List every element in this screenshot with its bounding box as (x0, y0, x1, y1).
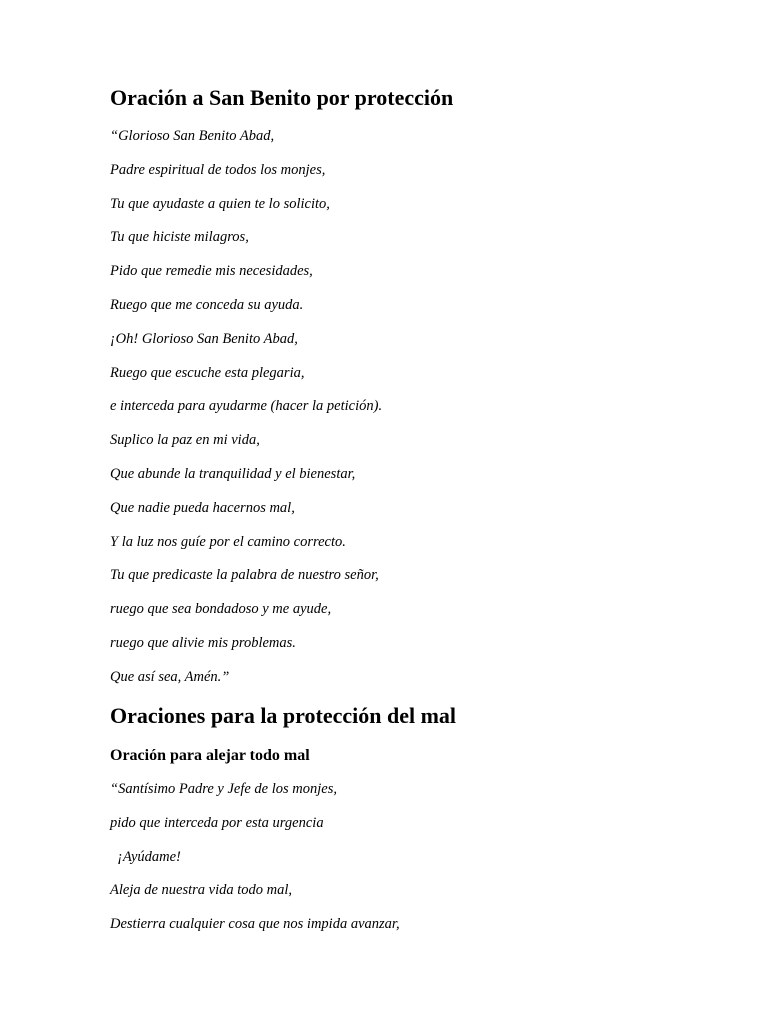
section-title-san-benito: Oración a San Benito por protección (110, 85, 454, 110)
prayer-line: Que abunde la tranquilidad y el bienestar, (110, 465, 356, 482)
prayer-line: Destierra cualquier cosa que nos impida avanzar, (110, 916, 400, 933)
prayer-line: Aleja de nuestra vida todo mal, (110, 882, 293, 899)
prayer-line: Suplico la paz en mi vida, (110, 432, 260, 449)
prayer-line: ruego que sea bondadoso y me ayude, (110, 601, 332, 618)
section-title-proteccion-mal: Oraciones para la protección del mal (110, 703, 457, 728)
prayer-line: pido que interceda por esta urgencia (110, 814, 324, 831)
prayer-line: “Santísimo Padre y Jefe de los monjes, (110, 781, 337, 797)
prayer-line: Ruego que me conceda su ayuda. (110, 296, 304, 313)
prayer-line: Tu que hiciste milagros, (110, 229, 249, 246)
prayer-line: ruego que alivie mis problemas. (110, 634, 296, 651)
subsection-title-alejar-mal: Oración para alejar todo mal (110, 747, 310, 764)
prayer-line: Pido que remedie mis necesidades, (110, 263, 313, 280)
prayer-line: Que así sea, Amén.” (110, 668, 230, 685)
prayer-line: ¡Oh! Glorioso San Benito Abad, (110, 330, 298, 347)
prayer-line: ¡Ayúdame! (110, 848, 181, 865)
prayer-line: Que nadie pueda hacernos mal, (110, 499, 295, 516)
prayer-line: “Glorioso San Benito Abad, (110, 128, 275, 144)
prayer-alejar-mal (110, 780, 400, 949)
prayer-line: Tu que ayudaste a quien te lo solicito, (110, 195, 330, 212)
prayer-line: Y la luz nos guíe por el camino correcto. (110, 533, 346, 550)
prayer-line: Ruego que escuche esta plegaria, (110, 364, 305, 381)
prayer-line: Padre espiritual de todos los monjes, (110, 161, 326, 178)
prayer-line: Tu que predicaste la palabra de nuestro señor, (110, 567, 379, 584)
prayer-line: e interceda para ayudarme (hacer la petición). (110, 398, 383, 415)
prayer-san-benito (110, 127, 382, 702)
